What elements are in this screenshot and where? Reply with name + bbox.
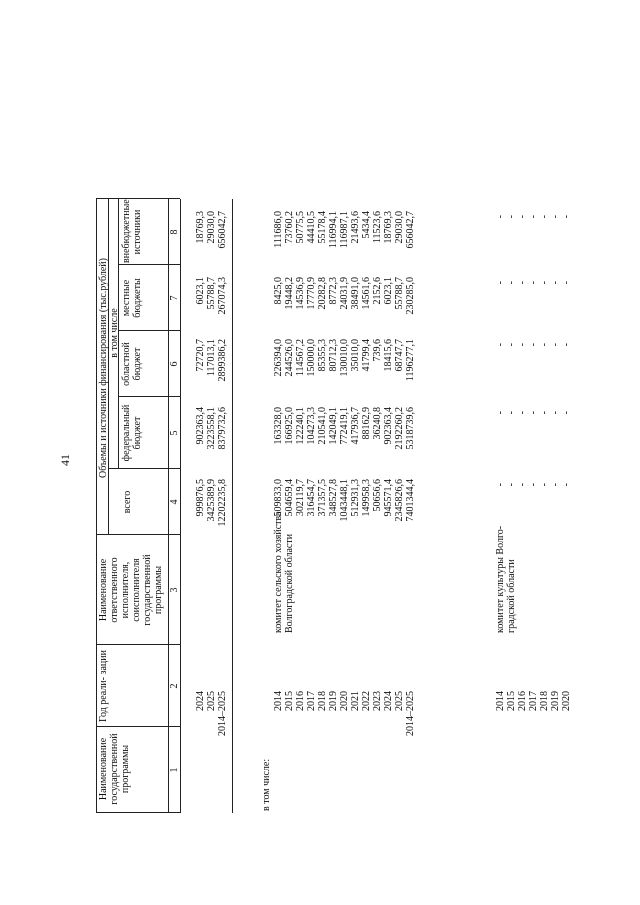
dash-cell: - [539,281,550,285]
dash-cell: - [528,411,539,415]
extra-cell: 11523,6 [372,211,383,244]
year-cell: 2020 [339,691,350,711]
header-federal: федеральный бюджет [121,404,143,462]
total-cell: 999876,5 [195,479,206,517]
total-cell: 945571,4 [383,479,394,517]
extra-cell: 656042,7 [405,211,416,249]
summary-bottom-border [232,199,233,813]
section2-executor-line2: градской области [506,559,517,633]
header-local: местные бюджеты [121,278,143,318]
header-extra: внебюджетные источники [121,199,143,263]
column-number: 3 [169,587,180,593]
total-cell: 302119,7 [295,479,306,517]
header-bottom-border [168,199,169,813]
federal-cell: 142049,1 [328,407,339,445]
local-cell: 14561,6 [361,277,372,310]
regional-cell: 130010,0 [339,339,350,377]
header-top-border [96,199,97,813]
federal-cell: 902363,4 [383,407,394,445]
regional-cell: 114567,2 [295,339,306,377]
year-cell: 2017 [306,691,317,711]
header-executor: Наименование ответственного исполнителя, соисполнителя государственной программы [98,554,164,626]
local-cell: 267074,3 [217,277,228,315]
local-cell: 55788,7 [206,277,217,310]
extra-cell: 656042,7 [217,211,228,249]
dash-cell: - [506,343,517,347]
regional-cell: 244526,0 [284,339,295,377]
regional-cell: 68747,7 [394,339,405,372]
regional-cell: 35010,0 [350,339,361,372]
regional-cell: 41799,4 [361,339,372,372]
local-cell: 55788,7 [394,277,405,310]
extra-cell: 55178,4 [317,211,328,244]
extra-cell: 111686,0 [273,211,284,248]
extra-cell: 21493,6 [350,211,361,244]
regional-cell: 226394,0 [273,339,284,377]
local-cell: 8425,0 [273,277,284,305]
federal-cell: 88162,9 [361,407,372,440]
federal-cell: 36240,8 [372,407,383,440]
regional-cell: 80712,3 [328,339,339,372]
regional-cell: 18415,6 [383,339,394,372]
year-cell: 2016 [517,691,528,711]
header-program-name: Наименование государственной программы [98,733,131,805]
year-cell: 2014–2025 [405,691,416,736]
total-cell: 3425389,9 [206,479,217,522]
total-cell: 50656,6 [372,479,383,512]
year-cell: 2021 [350,691,361,711]
column-number: 2 [169,683,180,689]
federal-cell: 104273,3 [306,407,317,445]
header-total: всего [122,490,133,514]
extra-cell: 73760,2 [284,211,295,244]
year-cell: 2025 [206,691,217,711]
dash-cell: - [506,215,517,219]
federal-cell: 5318739,6 [405,407,416,450]
local-cell: 6023,1 [195,277,206,305]
year-cell: 2020 [561,691,572,711]
dash-cell: - [506,281,517,285]
year-cell: 2015 [284,691,295,711]
dash-cell: - [506,483,517,487]
column-number: 1 [169,767,180,773]
dash-cell: - [550,343,561,347]
dash-cell: - [561,281,572,285]
year-cell: 2014 [495,691,506,711]
year-cell: 2025 [394,691,405,711]
dash-cell: - [517,215,528,219]
year-cell: 2017 [528,691,539,711]
dash-cell: - [495,411,506,415]
total-cell: 7401344,4 [405,479,416,522]
federal-cell: 122240,1 [295,407,306,445]
local-cell: 24031,9 [339,277,350,310]
dash-cell: - [528,215,539,219]
year-cell: 2014–2025 [217,691,228,736]
dash-cell: - [561,215,572,219]
col-border-2 [96,644,180,645]
total-cell: 149958,3 [361,479,372,517]
regional-cell: 85355,3 [317,339,328,372]
dash-cell: - [550,411,561,415]
year-cell: 2023 [372,691,383,711]
local-cell: 2152,6 [372,277,383,305]
regional-cell: 72720,7 [195,339,206,372]
federal-cell: 2192260,2 [394,407,405,450]
extra-cell: 116987,1 [339,211,350,249]
dash-cell: - [506,411,517,415]
dash-cell: - [528,483,539,487]
regional-cell: 150000,0 [306,339,317,377]
dash-cell: - [517,483,528,487]
including-label: в том числе: [261,758,272,811]
year-cell: 2014 [273,691,284,711]
year-cell: 2016 [295,691,306,711]
extra-cell: 29030,0 [394,211,405,244]
number-row-border [180,199,181,813]
page-number: 41 [58,454,72,466]
dash-cell: - [517,281,528,285]
year-cell: 2022 [361,691,372,711]
dash-cell: - [495,343,506,347]
total-cell: 12202235,8 [217,479,228,527]
extra-cell: 116994,1 [328,211,339,249]
federal-cell: 8379732,6 [217,407,228,450]
col-border-3 [96,534,180,535]
regional-cell: 2899386,2 [217,339,228,382]
dash-cell: - [517,411,528,415]
total-cell: 348527,8 [328,479,339,517]
extra-cell: 18769,3 [383,211,394,244]
year-cell: 2015 [506,691,517,711]
dash-cell: - [539,411,550,415]
column-number: 7 [169,295,180,301]
section1-executor-line2: Волгоградской области [284,533,295,633]
extra-cell: 50775,5 [295,211,306,244]
column-number: 4 [169,499,180,505]
section2-executor-line1: комитет культуры Волго- [495,525,506,633]
column-number: 5 [169,430,180,436]
extra-cell: 5434,4 [361,211,372,239]
dash-cell: - [539,483,550,487]
regional-cell: 739,6 [372,339,383,362]
total-cell: 316454,7 [306,479,317,517]
federal-cell: 163328,0 [273,407,284,445]
dash-cell: - [561,343,572,347]
total-cell: 504659,4 [284,479,295,517]
col-border-0 [96,812,180,813]
year-cell: 2018 [317,691,328,711]
header-financing-group: Объемы и источники финансирования (тыс.рублей) [98,258,109,478]
column-number: 8 [169,229,180,235]
dash-cell: - [495,281,506,285]
federal-cell: 417936,7 [350,407,361,445]
year-cell: 2018 [539,691,550,711]
federal-cell: 166925,0 [284,407,295,445]
dash-cell: - [561,411,572,415]
extra-cell: 44410,5 [306,211,317,244]
federal-cell: 210541,0 [317,407,328,445]
dash-cell: - [517,343,528,347]
local-cell: 14536,9 [295,277,306,310]
dash-cell: - [539,343,550,347]
dash-cell: - [561,483,572,487]
total-cell: 371357,5 [317,479,328,517]
local-cell: 19448,2 [284,277,295,310]
year-cell: 2024 [195,691,206,711]
regional-cell: 1196277,1 [405,339,416,382]
local-cell: 20282,8 [317,277,328,310]
header-including: в том числе [109,308,120,358]
regional-cell: 117013,1 [206,339,217,377]
dash-cell: - [550,281,561,285]
local-cell: 17770,9 [306,277,317,310]
local-cell: 6023,1 [383,277,394,305]
dash-cell: - [550,215,561,219]
local-cell: 38491,0 [350,277,361,310]
total-cell: 512931,3 [350,479,361,517]
extra-cell: 18769,3 [195,211,206,244]
federal-cell: 3223558,1 [206,407,217,450]
dash-cell: - [528,281,539,285]
local-cell: 8772,3 [328,277,339,305]
dash-cell: - [495,215,506,219]
dash-cell: - [539,215,550,219]
dash-cell: - [528,343,539,347]
federal-cell: 772419,1 [339,407,350,445]
local-cell: 230285,0 [405,277,416,315]
total-cell: 1043448,1 [339,479,350,522]
extra-cell: 29030,0 [206,211,217,244]
federal-cell: 902363,4 [195,407,206,445]
header-year: Год реали- зации [98,650,109,722]
year-cell: 2019 [328,691,339,711]
column-number: 6 [169,361,180,367]
dash-cell: - [495,483,506,487]
year-cell: 2019 [550,691,561,711]
dash-cell: - [550,483,561,487]
section1-executor-line1: комитет сельского хозяйства [273,511,284,633]
total-cell: 2345826,6 [394,479,405,522]
total-cell: 509833,0 [273,479,284,517]
header-regional: областной бюджет [121,342,143,386]
year-cell: 2024 [383,691,394,711]
